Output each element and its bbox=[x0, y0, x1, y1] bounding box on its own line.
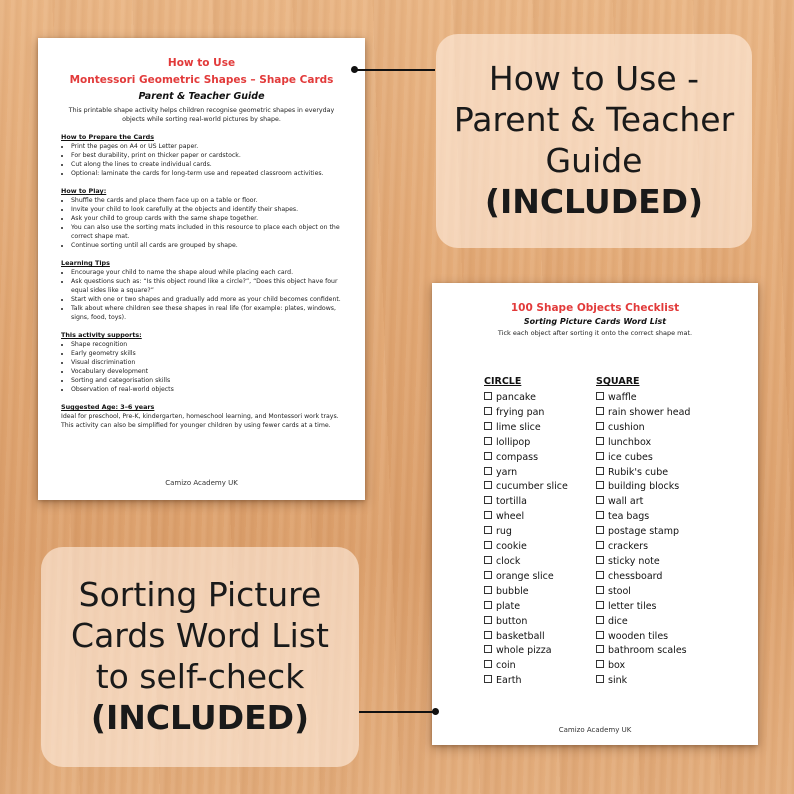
bullet-item: • Encourage your child to name the shape aloud while placing each card. bbox=[71, 268, 346, 277]
checkbox-icon[interactable] bbox=[484, 541, 492, 549]
age-text-1: Ideal for preschool, Pre-K, kindergarten, homeschool learning, and Montessori work trays. bbox=[61, 413, 339, 420]
checklist-item bbox=[484, 674, 568, 689]
checkbox-icon[interactable] bbox=[484, 660, 492, 668]
checkbox-icon[interactable] bbox=[596, 467, 604, 475]
bullet-item: • You can also use the sorting mats included in this resource to place each object on the correct shape mat. bbox=[71, 223, 346, 241]
bullet-item: • Talk about where children see these shapes in real life (for example: plates, windows, signs, food, toys). bbox=[71, 304, 346, 322]
checklist-item bbox=[484, 659, 568, 674]
checklist-footer: Camizo Academy UK bbox=[558, 726, 632, 734]
callout-words-line1: Sorting Picture bbox=[78, 575, 322, 614]
checkbox-icon[interactable] bbox=[484, 452, 492, 460]
checklist-item-label: wooden tiles bbox=[608, 630, 669, 642]
checkbox-icon[interactable] bbox=[484, 586, 492, 594]
checklist-item bbox=[484, 555, 568, 570]
guide-section bbox=[61, 187, 346, 250]
checkbox-icon[interactable] bbox=[484, 601, 492, 609]
checkbox-icon[interactable] bbox=[596, 675, 604, 683]
checklist-item bbox=[596, 480, 690, 495]
column-heading: SQUARE bbox=[596, 376, 640, 387]
checklist-item bbox=[596, 525, 690, 540]
checklist-item bbox=[484, 540, 568, 555]
age-text-2: This activity can also be simplified for younger children by using fewer cards at a time. bbox=[61, 422, 331, 429]
callout-word-list-included bbox=[41, 547, 359, 767]
connector-dot-words bbox=[432, 708, 439, 715]
column-heading: CIRCLE bbox=[484, 376, 522, 387]
bullet-item: • Start with one or two shapes and gradually add more as your child becomes confident. bbox=[71, 295, 346, 304]
checklist-item-label: cookie bbox=[496, 541, 527, 553]
section-heading: How to Play: bbox=[61, 187, 107, 195]
checklist-intro: Tick each object after sorting it onto the correct shape mat. bbox=[497, 329, 693, 337]
checklist-item bbox=[596, 451, 690, 466]
bullet-item: • Shape recognition bbox=[71, 340, 346, 349]
checkbox-icon[interactable] bbox=[484, 481, 492, 489]
section-bullets bbox=[61, 340, 346, 394]
checklist-item bbox=[484, 615, 568, 630]
checklist-item-label: waffle bbox=[608, 392, 637, 403]
callout-guide-included: (INCLUDED) bbox=[484, 182, 704, 221]
bullet-item: • Continue sorting until all cards are grouped by shape. bbox=[71, 241, 346, 250]
checklist-item-label: cushion bbox=[608, 421, 645, 433]
checkbox-icon[interactable] bbox=[596, 511, 604, 519]
guide-subtitle: Parent & Teacher Guide bbox=[138, 91, 265, 102]
checklist-item bbox=[596, 466, 690, 481]
checkbox-icon[interactable] bbox=[596, 481, 604, 489]
checklist-item-label: coin bbox=[496, 660, 516, 672]
checklist-item bbox=[484, 585, 568, 600]
checklist-item-label: lime slice bbox=[496, 421, 541, 433]
checklist-item-label: lollipop bbox=[496, 436, 531, 448]
checkbox-icon[interactable] bbox=[596, 616, 604, 624]
checklist-item bbox=[596, 630, 690, 645]
checklist-item bbox=[484, 466, 568, 481]
checkbox-icon[interactable] bbox=[484, 556, 492, 564]
guide-section bbox=[61, 331, 346, 394]
bullet-item: • Ask questions such as: “Is this object round like a circle?”, “Does this object have four equal sides like a square?” bbox=[71, 277, 346, 295]
checklist-item-label: pancake bbox=[496, 392, 536, 403]
section-bullets bbox=[61, 142, 346, 178]
checkbox-icon[interactable] bbox=[596, 586, 604, 594]
checklist-item-label: sticky note bbox=[608, 555, 660, 567]
checklist-item-label: dice bbox=[608, 615, 628, 627]
square-column bbox=[596, 376, 690, 689]
checklist-item-label: wall art bbox=[608, 496, 644, 508]
checklist-item-label: bathroom scales bbox=[608, 645, 687, 657]
guide-age-section bbox=[61, 403, 346, 430]
checklist-item-label: whole pizza bbox=[496, 645, 552, 657]
checklist-item bbox=[596, 644, 690, 659]
checklist-item-label: orange slice bbox=[496, 570, 554, 582]
checklist-item bbox=[484, 391, 568, 406]
section-heading: This activity supports: bbox=[61, 331, 142, 339]
checklist-subtitle: Sorting Picture Cards Word List bbox=[523, 317, 667, 326]
checklist-item bbox=[484, 600, 568, 615]
connector-line-words bbox=[359, 711, 435, 713]
callout-guide-line1: How to Use - bbox=[488, 59, 700, 98]
checklist-item-label: letter tiles bbox=[608, 600, 657, 612]
circle-column bbox=[484, 376, 568, 689]
age-heading: Suggested Age: 3–6 years bbox=[61, 403, 155, 411]
checkbox-icon[interactable] bbox=[596, 541, 604, 549]
checklist-item-label: rain shower head bbox=[608, 406, 691, 418]
checklist-item-label: button bbox=[496, 615, 528, 627]
checklist-item-label: postage stamp bbox=[608, 526, 680, 538]
checklist-item-label: tortilla bbox=[496, 496, 527, 508]
checklist-item bbox=[596, 510, 690, 525]
checklist-item bbox=[596, 585, 690, 600]
checkbox-icon[interactable] bbox=[596, 556, 604, 564]
checkbox-icon[interactable] bbox=[596, 422, 604, 430]
checklist-item-label: compass bbox=[496, 451, 539, 463]
checklist-item-label: wheel bbox=[496, 511, 525, 523]
checklist-item bbox=[596, 600, 690, 615]
checklist-item bbox=[484, 406, 568, 421]
checkbox-icon[interactable] bbox=[484, 392, 492, 400]
checklist-item bbox=[484, 451, 568, 466]
checkbox-icon[interactable] bbox=[596, 452, 604, 460]
checkbox-icon[interactable] bbox=[596, 407, 604, 415]
checklist-item-label: basketball bbox=[496, 630, 545, 642]
checklist-item-label: clock bbox=[496, 555, 521, 567]
checklist-title: 100 Shape Objects Checklist bbox=[510, 302, 680, 314]
checkbox-icon[interactable] bbox=[596, 571, 604, 579]
checkbox-icon[interactable] bbox=[596, 437, 604, 445]
bullet-item: • For best durability, print on thicker paper or cardstock. bbox=[71, 151, 346, 160]
section-bullets bbox=[61, 268, 346, 322]
checkbox-icon[interactable] bbox=[596, 496, 604, 504]
guide-intro: This printable shape activity helps children recognise geometric shapes in everyday objects while sorting real-world pictures by shape. bbox=[68, 107, 335, 123]
checklist-item bbox=[596, 391, 690, 406]
checklist-item-label: chessboard bbox=[608, 570, 663, 582]
checklist-item bbox=[484, 510, 568, 525]
checkbox-icon[interactable] bbox=[484, 645, 492, 653]
checklist-item bbox=[596, 615, 690, 630]
checklist-item bbox=[484, 644, 568, 659]
bullet-item: • Invite your child to look carefully at the objects and identify their shapes. bbox=[71, 205, 346, 214]
bullet-item: • Print the pages on A4 or US Letter paper. bbox=[71, 142, 346, 151]
checkbox-icon[interactable] bbox=[484, 571, 492, 579]
checkbox-icon[interactable] bbox=[484, 407, 492, 415]
bullet-item: • Observation of real-world objects bbox=[71, 385, 346, 394]
checklist-item-label: bubble bbox=[496, 585, 529, 597]
callout-words-included: (INCLUDED) bbox=[90, 698, 310, 737]
checkbox-icon[interactable] bbox=[484, 631, 492, 639]
checklist-item bbox=[596, 406, 690, 421]
checkbox-icon[interactable] bbox=[596, 660, 604, 668]
callout-words-line2: Cards Word List bbox=[71, 616, 329, 655]
checkbox-icon[interactable] bbox=[596, 601, 604, 609]
checkbox-icon[interactable] bbox=[596, 645, 604, 653]
callout-guide-line2: Parent & Teacher bbox=[453, 100, 735, 139]
checkbox-icon[interactable] bbox=[596, 526, 604, 534]
checklist-item bbox=[596, 421, 690, 436]
checklist-item bbox=[596, 659, 690, 674]
checkbox-icon[interactable] bbox=[596, 392, 604, 400]
checklist-item-label: box bbox=[608, 660, 626, 672]
checkbox-icon[interactable] bbox=[484, 467, 492, 475]
checklist-item bbox=[596, 570, 690, 585]
callout-guide-included bbox=[436, 34, 752, 248]
checklist-item-label: ice cubes bbox=[608, 451, 653, 463]
checkbox-icon[interactable] bbox=[596, 631, 604, 639]
guide-title-line1: How to Use bbox=[167, 57, 236, 69]
bullet-item: • Shuffle the cards and place them face up on a table or floor. bbox=[71, 196, 346, 205]
checklist-item-label: lunchbox bbox=[608, 436, 652, 448]
parent-teacher-guide-sheet bbox=[38, 38, 365, 500]
section-heading: How to Prepare the Cards bbox=[61, 133, 155, 141]
checklist-item bbox=[484, 495, 568, 510]
checklist-item-label: Earth bbox=[496, 675, 522, 687]
checklist-item-label: frying pan bbox=[496, 406, 545, 418]
checkbox-icon[interactable] bbox=[484, 496, 492, 504]
checklist-item bbox=[596, 555, 690, 570]
checklist-item-label: stool bbox=[608, 585, 631, 597]
checklist-item bbox=[484, 630, 568, 645]
bullet-item: • Ask your child to group cards with the same shape together. bbox=[71, 214, 346, 223]
checklist-item bbox=[484, 421, 568, 436]
checklist-item-label: sink bbox=[608, 675, 628, 687]
bullet-item: • Vocabulary development bbox=[71, 367, 346, 376]
checklist-item bbox=[596, 540, 690, 555]
shape-objects-checklist-sheet bbox=[432, 283, 758, 745]
bullet-item: • Sorting and categorisation skills bbox=[71, 376, 346, 385]
checkbox-icon[interactable] bbox=[484, 675, 492, 683]
checklist-item bbox=[484, 436, 568, 451]
checklist-item-label: Rubik's cube bbox=[608, 466, 669, 478]
checklist-item-label: yarn bbox=[496, 466, 518, 478]
checklist-item bbox=[596, 674, 690, 689]
checklist-item-label: building blocks bbox=[608, 481, 680, 493]
bullet-item: • Optional: laminate the cards for long-term use and repeated classroom activities. bbox=[71, 169, 346, 178]
checklist-item-label: rug bbox=[496, 526, 512, 538]
guide-section bbox=[61, 133, 346, 178]
callout-guide-line3: Guide bbox=[545, 141, 643, 180]
guide-title-line2: Montessori Geometric Shapes – Shape Cards bbox=[69, 74, 334, 86]
guide-footer: Camizo Academy UK bbox=[165, 479, 238, 487]
checklist-item-label: tea bags bbox=[608, 511, 650, 523]
checkbox-icon[interactable] bbox=[484, 616, 492, 624]
section-heading: Learning Tips bbox=[61, 259, 110, 267]
checkbox-icon[interactable] bbox=[484, 437, 492, 445]
guide-section bbox=[61, 259, 346, 322]
checklist-item bbox=[484, 570, 568, 585]
checklist-item bbox=[596, 495, 690, 510]
checkbox-icon[interactable] bbox=[484, 422, 492, 430]
bullet-item: • Visual discrimination bbox=[71, 358, 346, 367]
checklist-item bbox=[596, 436, 690, 451]
checklist-item bbox=[484, 525, 568, 540]
bullet-item: • Cut along the lines to create individual cards. bbox=[71, 160, 346, 169]
guide-sections bbox=[38, 133, 365, 394]
callout-words-line3: to self-check bbox=[95, 657, 305, 696]
checkbox-icon[interactable] bbox=[484, 511, 492, 519]
checklist-item-label: cucumber slice bbox=[496, 481, 568, 493]
checklist-item-label: plate bbox=[496, 600, 521, 612]
section-bullets bbox=[61, 196, 346, 250]
checklist-item bbox=[484, 480, 568, 495]
checklist-item-label: crackers bbox=[608, 541, 649, 553]
connector-line-guide bbox=[355, 69, 435, 71]
bullet-item: • Early geometry skills bbox=[71, 349, 346, 358]
checkbox-icon[interactable] bbox=[484, 526, 492, 534]
